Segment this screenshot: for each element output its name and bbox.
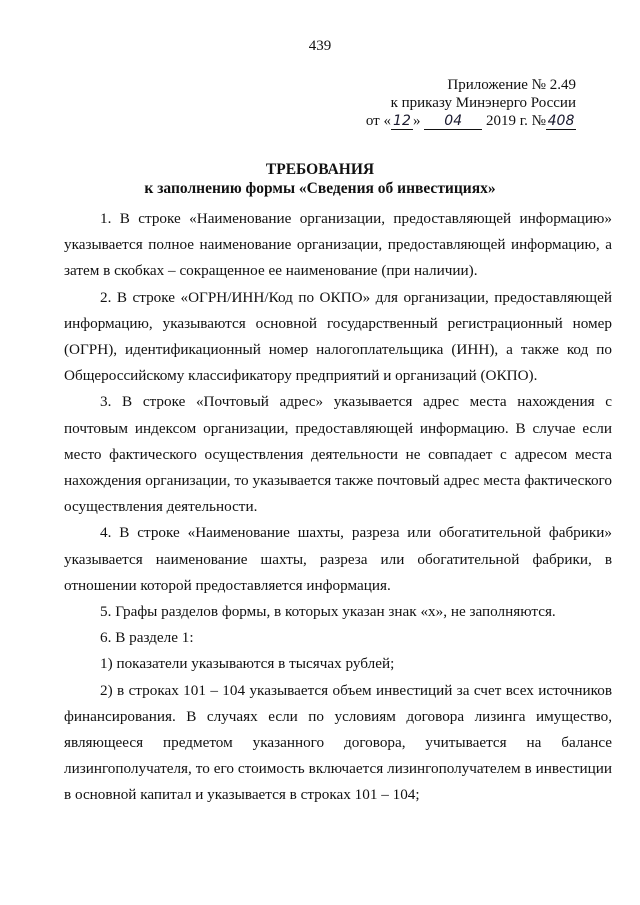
appendix-order-reference: к приказу Минэнерго России	[390, 95, 576, 111]
document-heading: ТРЕБОВАНИЯ	[265, 161, 375, 178]
appendix-date-line	[366, 112, 576, 130]
date-quote-close: »	[412, 113, 421, 129]
paragraph-6-item-2: 2) в строках 101 – 104 указывается объем инвестиций за счет всех источников финансирования. В случаях если по условиям договора лизинга имущество, являющееся предметом указанного договора, учитывается на балансе лизингополучателя, то его стоимость включается лизингополучателем в инвестиции в основной капитал и указывается в строках 101 – 104;	[64, 681, 612, 804]
handwritten-order-number: 408	[547, 113, 575, 129]
paragraph-6-item-1: 1) показатели указываются в тысячах рублей;	[100, 655, 395, 673]
paragraph-4: 4. В строке «Наименование шахты, разреза или обогатительной фабрики» указывается наименование шахты, разреза или обогатительной фабрики, в отношении которой предоставляется информация.	[64, 524, 612, 594]
handwritten-month: 04	[424, 114, 482, 130]
handwritten-day: 12	[391, 114, 413, 130]
date-prefix: от «	[365, 113, 391, 129]
document-body	[64, 206, 612, 809]
appendix-title: Приложение № 2.49	[447, 77, 576, 93]
document-title-block	[0, 160, 640, 198]
paragraph-2: 2. В строке «ОГРН/ИНН/Код по ОКПО» для организации, предоставляющей информацию, указываются основной государственный регистрационный номер (ОГРН), идентификационный номер налогоплательщика (ИНН), а также код по Общероссийскому классификатору предприятий и организаций (ОКПО).	[64, 288, 612, 385]
page-number: 439	[308, 38, 332, 54]
paragraph-1: 1. В строке «Наименование организации, предоставляющей информацию» указывается полное наименование организации, предоставляющей информацию, а затем в скобках – сокращенное ее наименование (при наличии).	[64, 210, 612, 280]
document-subheading: к заполнению формы «Сведения об инвестициях»	[144, 180, 496, 197]
year-and-number-label: 2019 г. №	[485, 113, 546, 129]
appendix-header	[366, 76, 576, 130]
paragraph-6: 6. В разделе 1:	[100, 629, 194, 647]
paragraph-5: 5. Графы разделов формы, в которых указан знак «х», не заполняются.	[100, 603, 556, 621]
paragraph-3: 3. В строке «Почтовый адрес» указывается адрес места нахождения с почтовым индексом организации, предоставляющей информацию. В случае если место фактического осуществления деятельности не совпадает с адресом места нахождения организации, то указывается также почтовый адрес места фактического осуществления деятельности.	[64, 393, 612, 516]
